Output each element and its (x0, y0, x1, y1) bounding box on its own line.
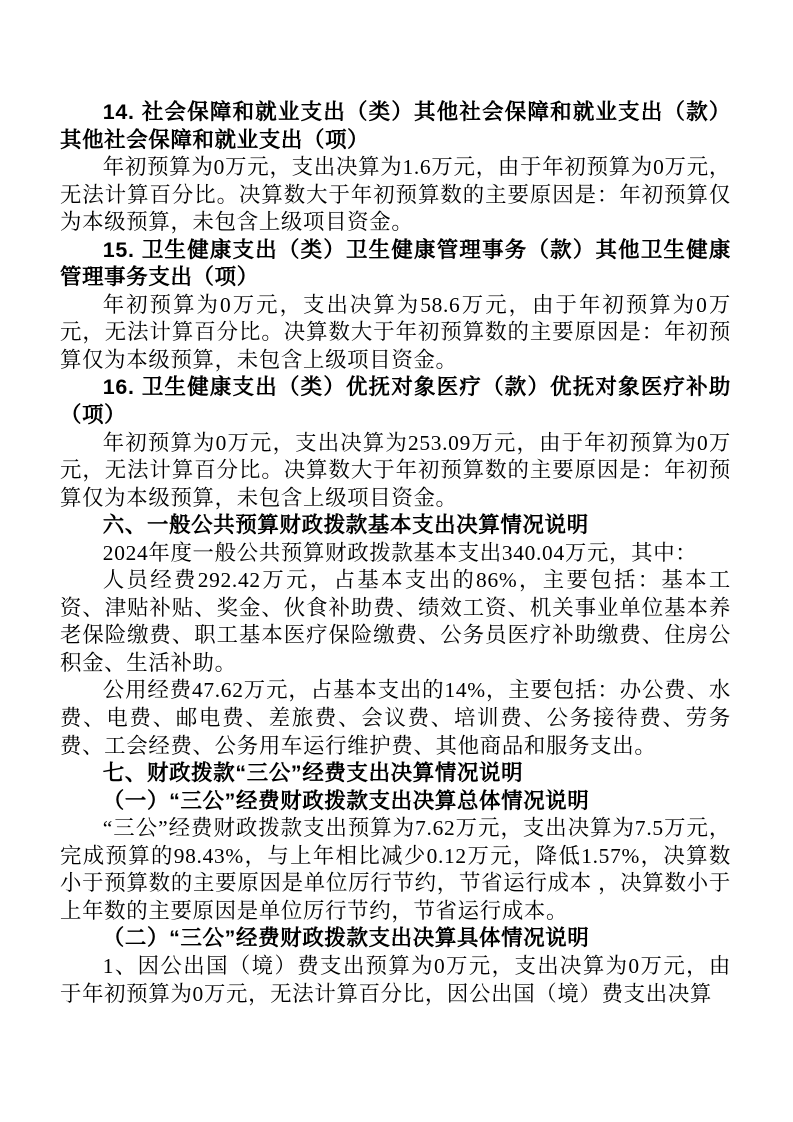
heading-part-7-sub-1: （一）“三公”经费财政拨款支出决算总体情况说明 (102, 788, 590, 813)
heading-section-14: 14. 社会保障和就业支出（类）其他社会保障和就业支出（款）其他社会保障和就业支出（项） (60, 100, 731, 152)
heading-section-16: 16. 卫生健康支出（类）优抚对象医疗（款）优抚对象医疗补助（项） (60, 375, 731, 428)
document-body (60, 99, 731, 1008)
paragraph-overseas-trips: 1、因公出国（境）费支出预算为0万元，支出决算为0万元，由于年初预算为0万元，无法计算百分比，因公出国（境）费支出决算 (60, 953, 731, 1006)
paragraph-section-15-detail: 年初预算为0万元，支出决算为58.6万元，由于年初预算为0万元，无法计算百分比。决算数大于年初预算数的主要原因是：年初预算仅为本级预算，未包含上级项目资金。 (60, 292, 731, 372)
heading-part-6: 六、一般公共预算财政拨款基本支出决算情况说明 (102, 513, 589, 538)
paragraph-section-16-detail: 年初预算为0万元，支出决算为253.09万元，由于年初预算为0万元，无法计算百分比。决算数大于年初预算数的主要原因是：年初预算仅为本级预算，未包含上级项目资金。 (60, 430, 731, 510)
heading-part-7-sub-2: （二）“三公”经费财政拨款支出决算具体情况说明 (102, 926, 590, 951)
heading-section-15: 15. 卫生健康支出（类）卫生健康管理事务（款）其他卫生健康管理事务支出（项） (60, 237, 731, 290)
paragraph-three-public-overall: “三公”经费财政拨款支出预算为7.62万元，支出决算为7.5万元，完成预算的98.43%，与上年相比减少0.12万元，降低1.57%，决算数小于预算数的主要原因是单位厉行节约，节省运行成本 ，决算数小于上年数的主要原因是单位厉行节约，节省运行成本。 (60, 816, 731, 923)
paragraph-section-14-detail: 年初预算为0万元，支出决算为1.6万元，由于年初预算为0万元，无法计算百分比。决算数大于年初预算数的主要原因是：年初预算仅为本级预算，未包含上级项目资金。 (60, 155, 731, 235)
heading-part-7: 七、财政拨款“三公”经费支出决算情况说明 (102, 761, 524, 786)
paragraph-basic-expenditure-total: 2024年度一般公共预算财政拨款基本支出340.04万元，其中： (102, 540, 698, 565)
paragraph-public-funds: 公用经费47.62万元，占基本支出的14%，主要包括：办公费、水费、电费、邮电费、差旅费、会议费、培训费、公务接待费、劳务费、工会经费、公务用车运行维护费、其他商品和服务支出。 (60, 678, 731, 758)
paragraph-personnel-funds: 人员经费292.42万元，占基本支出的86%，主要包括：基本工资、津贴补贴、奖金、伙食补助费、绩效工资、机关事业单位基本养老保险缴费、职工基本医疗保险缴费、公务员医疗补助缴费、住房公积金、生活补助。 (60, 568, 731, 675)
